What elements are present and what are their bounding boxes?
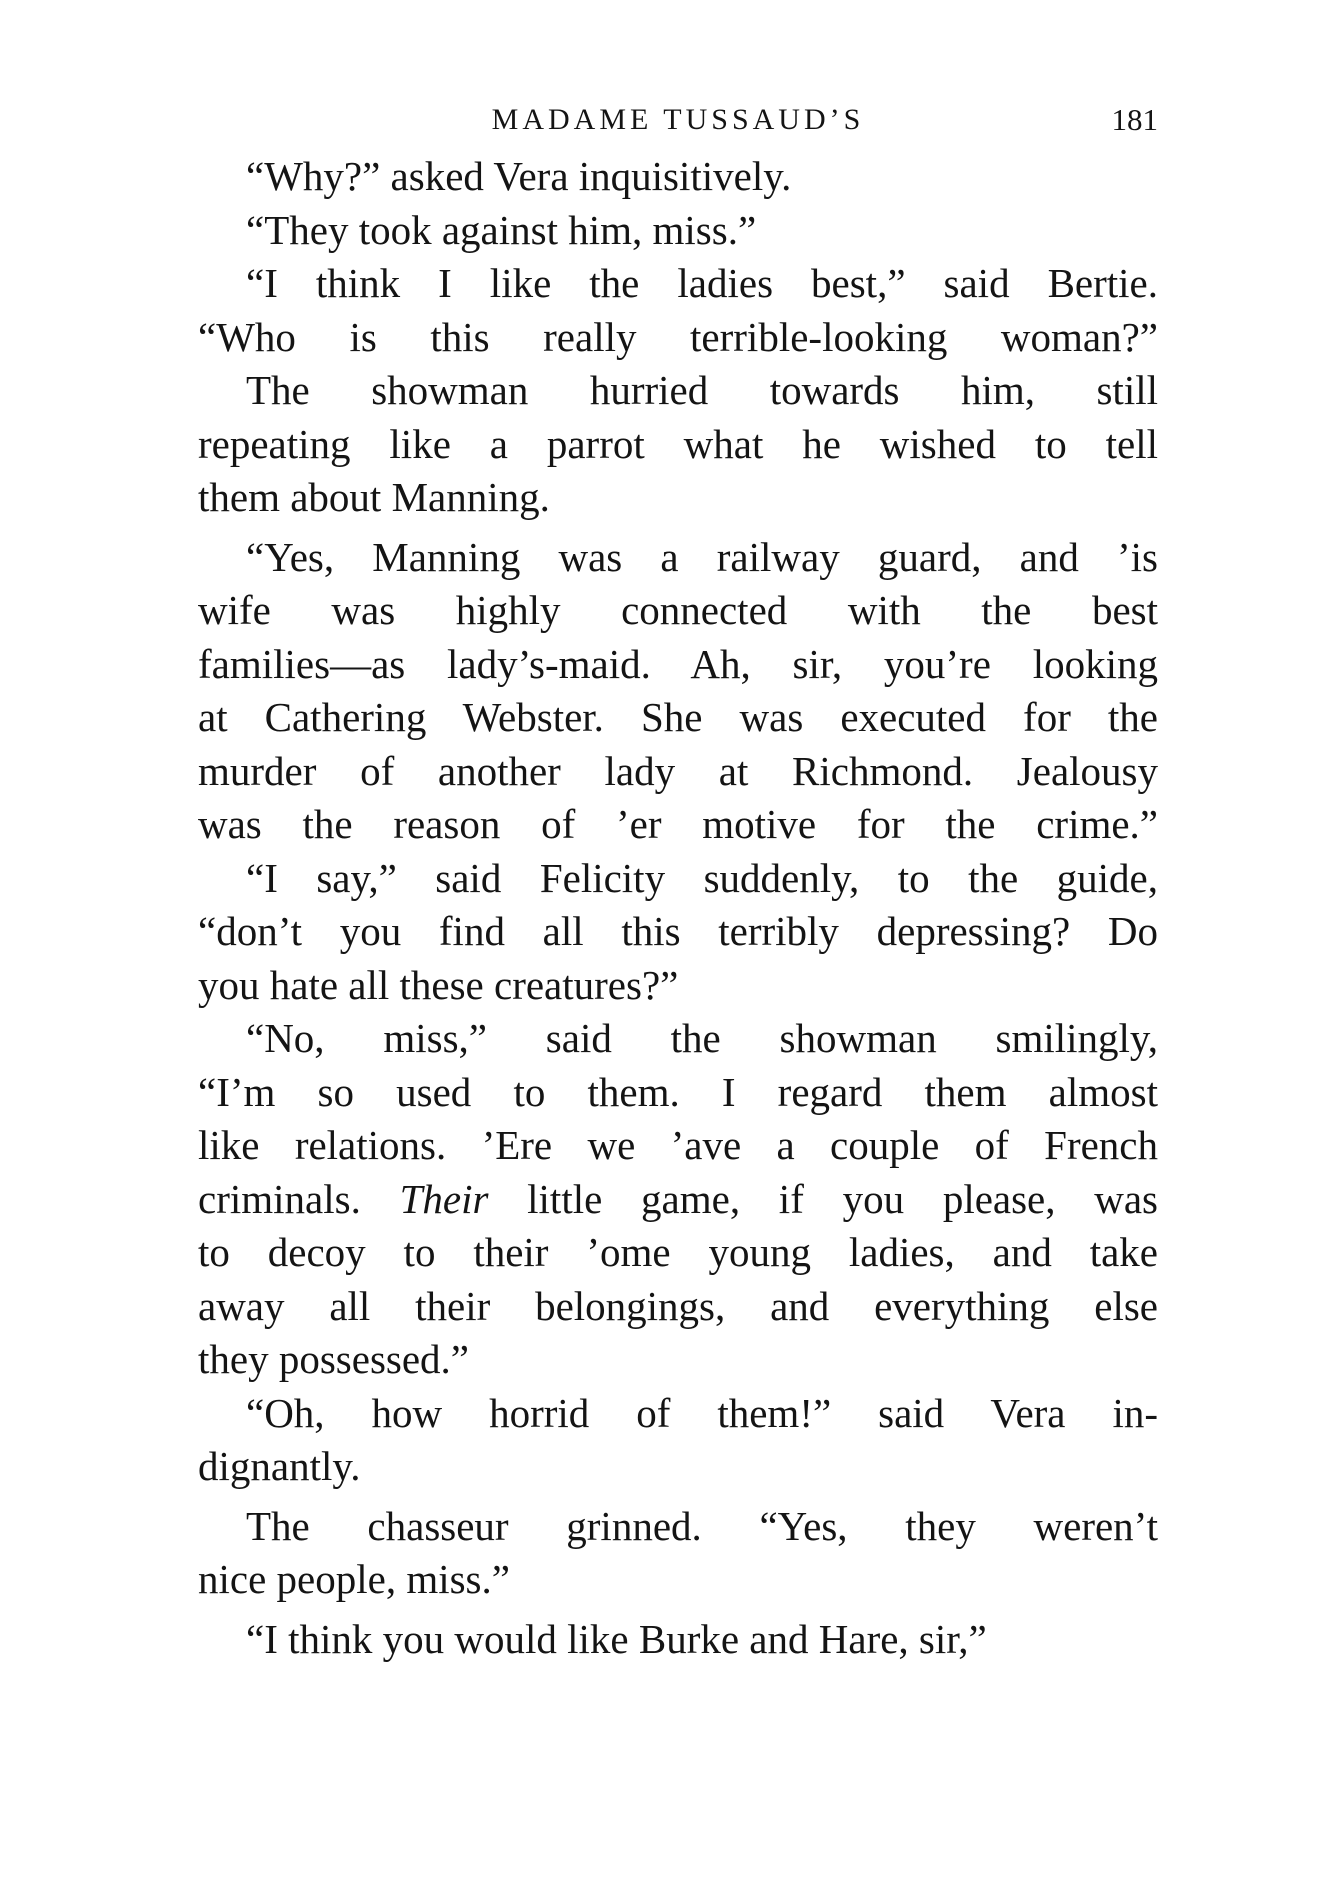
text-line: them about Manning. — [198, 474, 550, 520]
paragraph — [198, 257, 1158, 364]
running-head — [198, 96, 1158, 144]
paragraph — [198, 1613, 1158, 1667]
text-line: murder of another lady at Richmond. Jealousy — [198, 747, 1158, 794]
body-text — [198, 150, 1158, 1666]
text-line: The showman hurried towards him, still — [246, 367, 1158, 413]
text-line: “don’t you find all this terribly depressing? Do — [198, 908, 1158, 954]
text-line: “No, miss,” said the showman smilingly, — [246, 1015, 1158, 1061]
text-line: “I say,” said Felicity suddenly, to the guide, — [246, 854, 1158, 901]
text-line: “Yes, Manning was a railway guard, and ’is — [246, 533, 1158, 580]
paragraph — [198, 1387, 1158, 1494]
paragraph — [198, 1500, 1158, 1607]
text-line: “Who is this really terrible-looking woman?” — [198, 313, 1158, 360]
text-line: dignantly. — [198, 1443, 361, 1489]
text-line: was the reason of ’er motive for the crime.” — [198, 801, 1158, 847]
text-fragment: little game, if you please, was — [488, 1175, 1159, 1222]
text-line: wife was highly connected with the best — [198, 587, 1158, 633]
text-line: away all their belongings, and everything else — [198, 1282, 1158, 1329]
text-fragment: criminals. — [198, 1175, 400, 1222]
text-line: like relations. ’Ere we ’ave a couple of French — [198, 1122, 1158, 1168]
paragraph — [198, 531, 1158, 852]
paragraph — [198, 1012, 1158, 1387]
text-line: “I think I like the ladies best,” said Bertie. — [246, 260, 1158, 306]
text-line: “They took against him, miss.” — [246, 206, 757, 253]
text-line: to decoy to their ’ome young ladies, and take — [198, 1229, 1158, 1275]
text-line: nice people, miss.” — [198, 1556, 510, 1602]
paragraph — [198, 364, 1158, 525]
italic-word: Their — [399, 1175, 489, 1222]
page-number: 181 — [1111, 102, 1158, 137]
text-line: The chasseur grinned. “Yes, they weren’t — [246, 1502, 1158, 1549]
text-line-with-italic — [198, 1173, 1158, 1227]
paragraph — [198, 204, 1158, 258]
text-line: they possessed.” — [198, 1336, 470, 1382]
running-title: MADAME TUSSAUD’S — [491, 103, 865, 136]
paragraph — [198, 150, 1158, 204]
text-line: “Why?” asked Vera inquisitively. — [246, 153, 792, 199]
text-line: you hate all these creatures?” — [198, 961, 679, 1008]
text-line: families—as lady’s-maid. Ah, sir, you’re looking — [198, 640, 1158, 687]
text-line: “Oh, how horrid of them!” said Vera in- — [246, 1389, 1158, 1436]
paragraph — [198, 852, 1158, 1013]
text-line: repeating like a parrot what he wished to tell — [198, 420, 1158, 467]
text-line: “I’m so used to them. I regard them almost — [198, 1068, 1158, 1115]
text-line: at Cathering Webster. She was executed for the — [198, 694, 1158, 740]
text-line: “I think you would like Burke and Hare, sir,” — [246, 1615, 987, 1662]
